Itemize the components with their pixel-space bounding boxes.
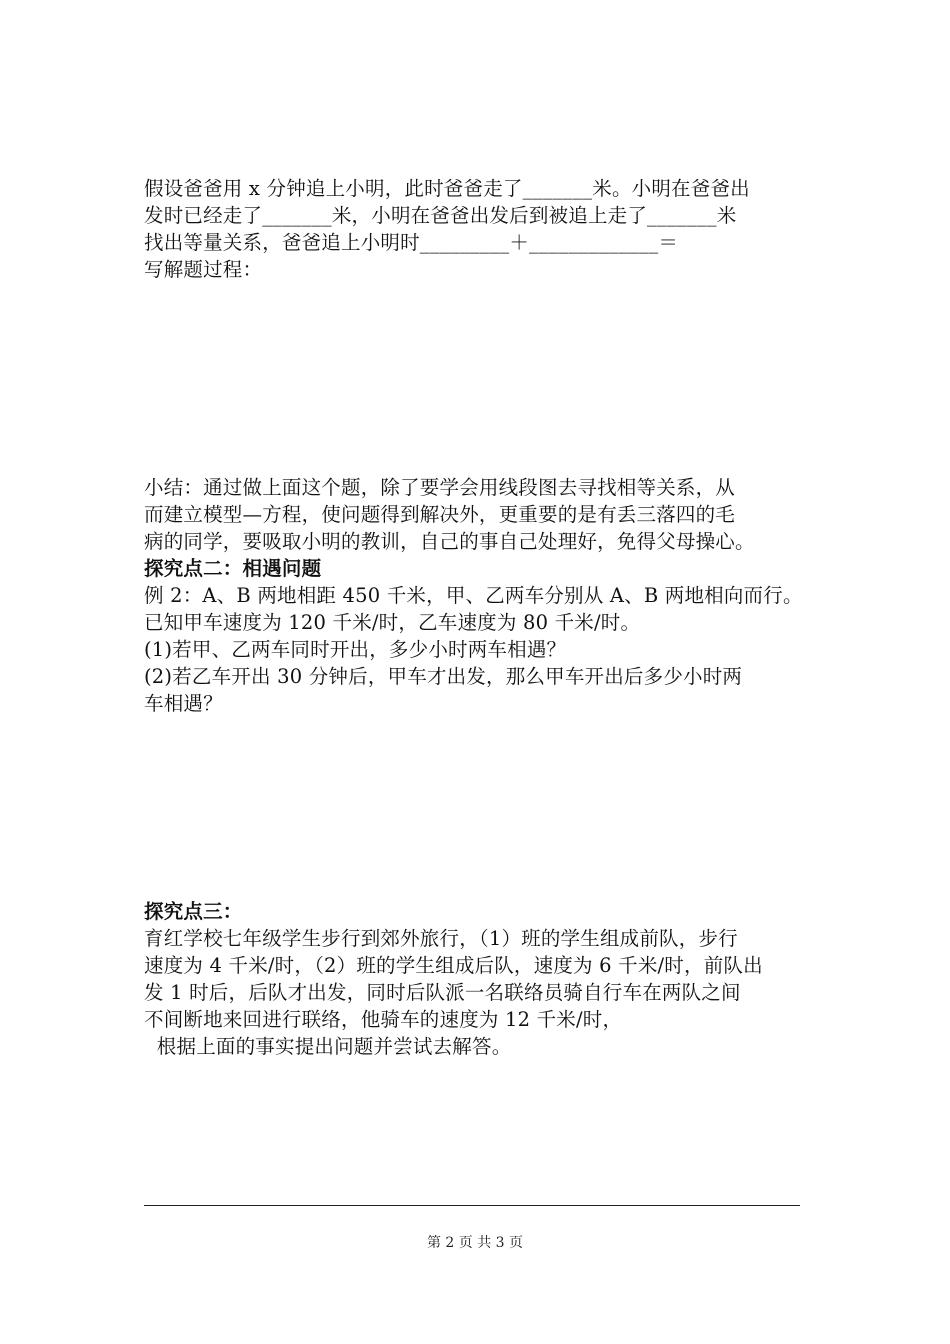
text-line: 发 1 时后，后队才出发，同时后队派一名联络员骑自行车在两队之间 xyxy=(144,981,741,1004)
text-line: 发时已经走了_______米，小明在爸爸出发后到被追上走了_______米 xyxy=(144,204,737,227)
text-line: 小结：通过做上面这个题，除了要学会用线段图去寻找相等关系，从 xyxy=(144,476,736,499)
section-chase-problem xyxy=(144,175,810,283)
footer-divider xyxy=(144,1205,800,1206)
section-heading-meeting: 探究点二：相遇问题 xyxy=(144,557,322,580)
page-number: 第 2 页 共 3 页 xyxy=(426,1235,524,1251)
text-line: 不间断地来回进行联络，他骑车的速度为 12 千米/时， xyxy=(144,1008,623,1031)
text-line: 找出等量关系，爸爸追上小明时_________＋_____________＝ xyxy=(144,231,679,254)
text-line: 而建立模型—方程，使问题得到解决外，更重要的是有丢三落四的毛 xyxy=(144,503,736,526)
text-line: 病的同学，要吸取小明的教训，自己的事自己处理好，免得父母操心。 xyxy=(144,530,755,553)
text-line: (2)若乙车开出 30 分钟后，甲车才出发，那么甲车开出后多少小时两 xyxy=(144,665,743,688)
text-line: 速度为 4 千米/时，（2）班的学生组成后队，速度为 6 千米/时，前队出 xyxy=(144,954,763,977)
text-line: 育红学校七年级学生步行到郊外旅行，（1）班的学生组成前队，步行 xyxy=(144,927,738,950)
text-line: (1)若甲、乙两车同时开出，多少小时两车相遇？ xyxy=(144,638,567,661)
section-summary xyxy=(144,474,810,717)
text-line: 假设爸爸用 x 分钟追上小明，此时爸爸走了_______米。小明在爸爸出 xyxy=(144,177,750,200)
text-line: 根据上面的事实提出问题并尝试去解答。 xyxy=(144,1035,512,1058)
text-line: 已知甲车速度为 120 千米/时，乙车速度为 80 千米/时。 xyxy=(144,611,641,634)
text-line: 写解题过程： xyxy=(144,258,263,281)
text-line: 车相遇？ xyxy=(144,692,223,715)
section-exploration-three xyxy=(144,898,810,1060)
text-line: 例 2：A、B 两地相距 450 千米，甲、乙两车分别从 A、B 两地相向而行。 xyxy=(144,584,803,607)
section-heading-three: 探究点三： xyxy=(144,900,243,923)
